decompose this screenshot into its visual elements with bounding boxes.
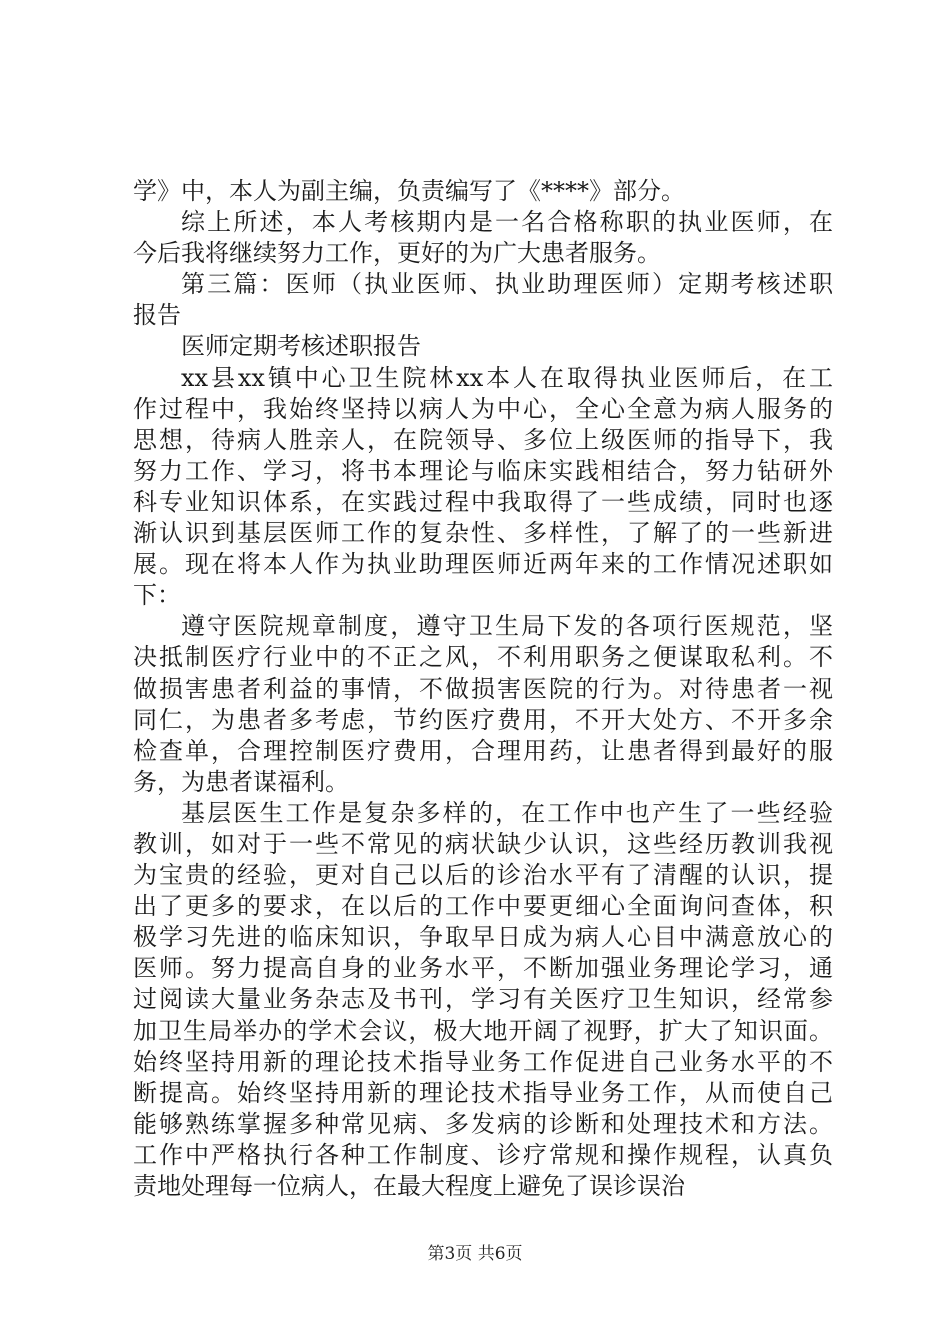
text-line: 过阅读大量业务杂志及书刊，学习有关医疗卫生知识，经常参 bbox=[133, 985, 833, 1014]
text-line: 科专业知识体系，在实践过程中我取得了一些成绩，同时也逐 bbox=[133, 487, 833, 516]
text-line: 工作中严格执行各种工作制度、诊疗常规和操作规程，认真负 bbox=[133, 1140, 833, 1169]
text-line: 医师定期考核述职报告 bbox=[181, 332, 421, 361]
text-line: 始终坚持用新的理论技术指导业务工作促进自己业务水平的不 bbox=[133, 1047, 833, 1076]
text-line: 决抵制医疗行业中的不正之风，不利用职务之便谋取私利。不 bbox=[133, 643, 833, 672]
text-line: 教训，如对于一些不常见的病状缺少认识，这些经历教训我视 bbox=[133, 829, 833, 858]
text-line: 渐认识到基层医师工作的复杂性、多样性，了解了的一些新进 bbox=[133, 519, 833, 548]
text-line: 综上所述，本人考核期内是一名合格称职的执业医师，在 bbox=[181, 208, 833, 237]
text-line: 极学习先进的临床知识，争取早日成为病人心目中满意放心的 bbox=[133, 923, 833, 952]
text-line: 努力工作、学习，将书本理论与临床实践相结合，努力钻研外 bbox=[133, 456, 833, 485]
text-line: 加卫生局举办的学术会议，极大地开阔了视野，扩大了知识面。 bbox=[133, 1016, 833, 1045]
text-line: 展。现在将本人作为执业助理医师近两年来的工作情况述职如 bbox=[133, 550, 833, 579]
text-line: 同仁，为患者多考虑，节约医疗费用，不开大处方、不开多余 bbox=[133, 705, 833, 734]
text-line: 为宝贵的经验，更对自己以后的诊治水平有了清醒的认识，提 bbox=[133, 861, 833, 890]
text-line: xx县xx镇中心卫生院林xx本人在取得执业医师后，在工 bbox=[181, 363, 833, 392]
text-line: 遵守医院规章制度，遵守卫生局下发的各项行医规范，坚 bbox=[181, 612, 833, 641]
page-footer: 第3页 共6页 bbox=[427, 1244, 523, 1264]
text-line: 务，为患者谋福利。 bbox=[133, 767, 349, 796]
text-line: 思想，待病人胜亲人，在院领导、多位上级医师的指导下，我 bbox=[133, 425, 833, 454]
text-line: 检查单，合理控制医疗费用，合理用药，让患者得到最好的服 bbox=[133, 736, 833, 765]
text-line: 作过程中，我始终坚持以病人为中心，全心全意为病人服务的 bbox=[133, 394, 833, 423]
text-line: 基层医生工作是复杂多样的，在工作中也产生了一些经验 bbox=[181, 798, 833, 827]
text-line: 出了更多的要求，在以后的工作中要更细心全面询问查体，积 bbox=[133, 892, 833, 921]
text-line: 学》中，本人为副主编，负责编写了《****》部分。 bbox=[133, 177, 685, 205]
text-line: 能够熟练掌握多种常见病、多发病的诊断和处理技术和方法。 bbox=[133, 1109, 833, 1138]
text-line: 报告 bbox=[133, 301, 181, 330]
text-line: 断提高。始终坚持用新的理论技术指导业务工作，从而使自己 bbox=[133, 1078, 833, 1107]
text-line: 做损害患者利益的事情，不做损害医院的行为。对待患者一视 bbox=[133, 674, 833, 703]
text-line: 今后我将继续努力工作，更好的为广大患者服务。 bbox=[133, 239, 661, 268]
text-line: 下： bbox=[133, 581, 181, 610]
text-line: 责地处理每一位病人，在最大程度上避免了误诊误治 bbox=[133, 1172, 685, 1200]
text-line: 医师。努力提高自身的业务水平，不断加强业务理论学习，通 bbox=[133, 954, 833, 983]
text-line: 第三篇：医师（执业医师、执业助理医师）定期考核述职 bbox=[181, 270, 833, 299]
body-text bbox=[133, 176, 833, 1202]
